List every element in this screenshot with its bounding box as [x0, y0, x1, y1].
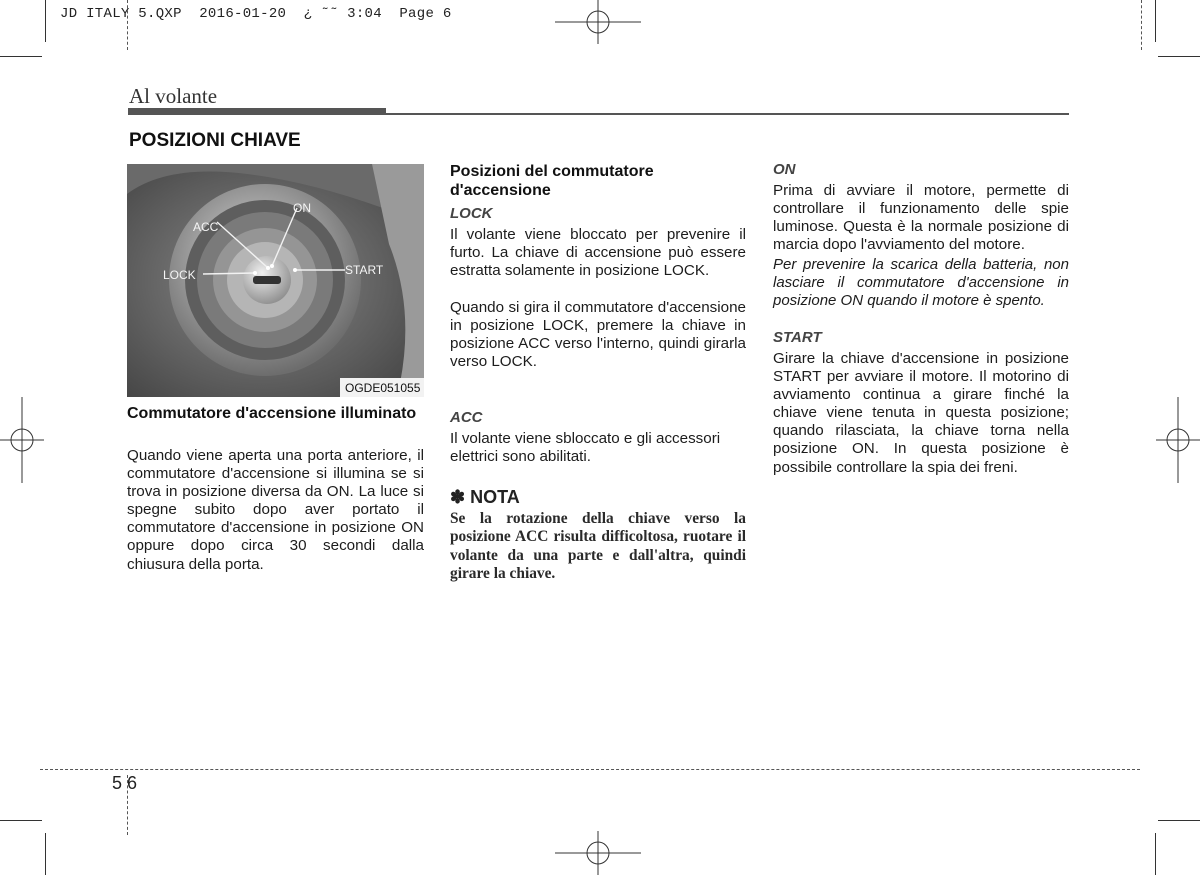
section-title: Al volante [129, 84, 218, 108]
header-rule-thick [128, 108, 386, 115]
nota-title: NOTA [470, 487, 520, 507]
col1-subtitle: Commutatore d'accensione illuminato [127, 405, 417, 422]
on-text: Prima di avviare il motore, permette di controllare il funzionamento delle spie luminose. Questa è la normale posizione di marcia dopo l'avviamento del motore. [773, 182, 1069, 254]
on-label: ON [773, 161, 796, 178]
acc-text: Il volante viene sbloccato e gli accessori elettrici sono abilitati. [450, 430, 721, 466]
lock-label: LOCK [450, 205, 493, 222]
photo-code: OGDE051055 [345, 381, 421, 395]
nota-title-row [450, 487, 746, 508]
label-on: ON [293, 201, 311, 215]
print-slug: JD ITALY 5.QXP 2016-01-20 ¿ ˜˜ 3:04 Page 6 [60, 6, 452, 22]
page-number-divider [127, 775, 128, 835]
acc-label: ACC [450, 409, 483, 426]
nota-text: Se la rotazione della chiave verso la posizione ACC risulta difficoltosa, ruotare il volante da una parte e dall'altra, quindi girare la chiave. [450, 510, 746, 582]
label-acc: ACC [193, 220, 219, 234]
start-text: Girare la chiave d'accensione in posizione START per avviare il motore. Il motorino di avviamento continua a girare finché la chiave viene tenuta in questa posizione; quando rilasciata, la chiave torna nella posizione ON. In questa posizione è possibile controllare la spia dei freni. [773, 350, 1069, 476]
col2-subtitle: Posizioni del commutatore d'accensione [450, 163, 654, 199]
on-italic-note: Per prevenire la scarica della batteria, non lasciare il commutatore d'accensione in posizione ON quando il motore è spento. [773, 256, 1069, 310]
page-heading: POSIZIONI CHIAVE [129, 130, 301, 151]
lock-text-2: Quando si gira il commutatore d'accensione in posizione LOCK, premere la chiave in posizione ACC verso l'interno, quindi girarla verso LOCK. [450, 299, 746, 371]
header-rule-thin [386, 113, 1069, 115]
label-start: START [345, 263, 384, 277]
col1-text: Quando viene aperta una porta anteriore, il commutatore d'accensione si illumina se si trova in posizione diversa da ON. La luce si spegne subito dopo aver portato il commutatore d'accensione in posizione ON oppure dopo circa 30 secondi dalla chiusura della porta. [127, 447, 424, 573]
label-lock: LOCK [163, 268, 196, 282]
ignition-switch-photo [127, 164, 424, 397]
page-number: 5 6 [112, 773, 138, 793]
start-label: START [773, 329, 822, 346]
asterisk-icon: ✽ [450, 487, 466, 507]
lock-text-1: Il volante viene bloccato per prevenire il furto. La chiave di accensione può essere estratta solamente in posizione LOCK. [450, 226, 746, 280]
